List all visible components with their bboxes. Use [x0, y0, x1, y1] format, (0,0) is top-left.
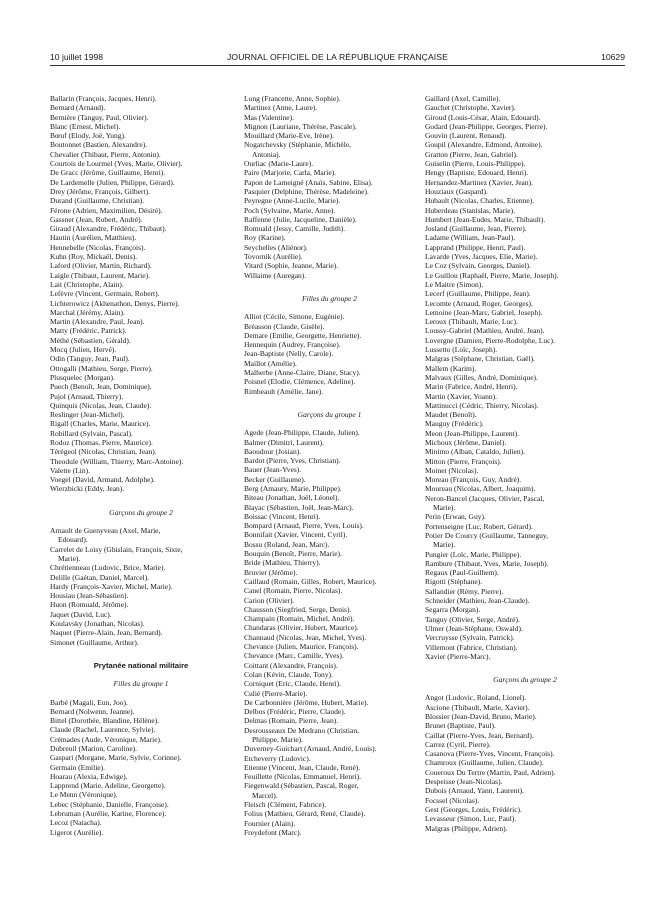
name-entry: Martin (Xavier, Yoann).	[425, 391, 497, 401]
name-entry: Huon (Romuald, Jérôme).	[50, 600, 129, 610]
name-entry: Romuald (Jessy, Camille, Judith).	[244, 224, 346, 234]
name-entry: Channaud (Nicolas, Jean, Michel, Yves).	[244, 632, 367, 642]
name-entry: Perin (Erwan, Guy).	[425, 512, 486, 522]
name-entry: Delmas (Romain, Pierre, Jean).	[244, 716, 339, 726]
name-entry: Mallem (Karim).	[425, 363, 477, 373]
name-entry: Malvaux (Gilles, André, Dominique).	[425, 372, 538, 382]
name-entry: Minimo (Alban, Cataldo, Julien).	[425, 447, 525, 457]
column-1	[50, 94, 232, 837]
name-entry: Gaspari (Morgane, Marie, Sylvie, Corinne).	[50, 753, 182, 763]
name-entry: Paire (Marjorie, Carla, Marie).	[244, 168, 337, 178]
name-entry: Delille (Gaétan, Daniel, Marcel).	[50, 572, 150, 582]
name-entry: Simonet (Guillaume, Arthur).	[50, 637, 139, 647]
name-entry: Sallandier (Rémy, Pierre).	[425, 586, 504, 596]
name-entry: Le Maitre (Simon).	[425, 279, 484, 289]
name-entry: Marie).	[433, 540, 456, 550]
name-entry: Dubreuil (Marion, Caroline).	[50, 744, 138, 753]
institution-heading: Prytanée national militaire	[93, 660, 189, 670]
name-entry: De Gracc (Jérôme, Guillaume, Henri).	[50, 168, 166, 178]
name-entry: Roy (Karine).	[244, 233, 286, 243]
name-entry: Malgras (Philippe, Adrien).	[425, 823, 508, 833]
name-entry: Etcheverry (Ludovic).	[244, 753, 311, 763]
name-entry: Meon (Jean-Philippe, Laurent).	[425, 428, 520, 438]
name-entry: Hennequin (Audrey, Françoise).	[244, 340, 341, 350]
name-entry: Voegel (David, Armand, Adolphe).	[50, 475, 155, 485]
name-entry: Huberdeau (Stanislas, Marie).	[425, 205, 515, 215]
name-entry: Giraud (Alexandre, Frédéric, Thibaut).	[50, 224, 167, 234]
name-entry: Becker (Guillaume).	[244, 474, 306, 484]
name-entry: Martinez (Anne, Laure).	[244, 103, 318, 113]
spacer	[244, 280, 415, 294]
name-entry: Ourliac (Marie-Laure).	[244, 159, 314, 169]
spacer	[425, 684, 625, 693]
name-entry: Peyregne (Anne-Lucile, Marie).	[244, 196, 341, 206]
spacer	[50, 689, 232, 698]
name-entry: Neron-Bancel (Jacques, Olivier, Pascal,	[425, 493, 545, 503]
name-entry: Chausson (Siegfried, Serge, Denis).	[244, 604, 352, 614]
spacer	[50, 670, 232, 679]
name-entry: Marin (Fabrice, André, Henri).	[425, 382, 518, 392]
name-entry: Lecerf (Guillaume, Philippe, Jean).	[425, 289, 531, 299]
name-entry: Agede (Jean-Philippe, Claude, Julien).	[244, 428, 360, 438]
name-entry: Hubault (Nicolas, Charles, Etienne).	[425, 196, 535, 206]
name-entry: Casanova (Pierre-Yves, Vincent, François).	[425, 749, 555, 759]
name-entry: Lebec (Stéphanie, Danielle, Françoise).	[50, 799, 169, 809]
name-entry: Ligerot (Aurélie).	[50, 827, 104, 837]
name-entry: Bouquin (Benoît, Pierre, Marie).	[244, 549, 342, 559]
name-entry: Mocq (Julien, Hervé).	[50, 345, 117, 355]
name-entry: Courtois de Lourmel (Yves, Marie, Olivier).	[50, 159, 183, 169]
name-entry: Jean-Baptiste (Nelly, Carole).	[244, 349, 334, 359]
name-entry: Blossier (Jean-David, Bruno, Marie).	[425, 712, 537, 721]
name-entry: Marie).	[433, 503, 456, 513]
name-entry: Corniquet (Eric, Claude, Henri).	[244, 679, 342, 689]
name-entry: Bittel (Dorothée, Blandine, Hélène).	[50, 716, 160, 726]
name-entry: Gouvin (Laurent, Renaud).	[425, 131, 507, 141]
name-entry: Mattinucci (Cédric, Thierry, Nicolas).	[425, 400, 539, 410]
name-entry: Bompard (Arnaud, Pierre, Yves, Louis).	[244, 521, 364, 531]
name-entry: Lapprend (Marie, Adeline, Georgette).	[50, 781, 166, 791]
name-entry: Marchal (Jérémy, Alain).	[50, 307, 125, 317]
name-entry: Potier De Courcy (Guillaume, Tanneguy,	[425, 530, 548, 540]
name-entry: Duverney-Guichart (Arnaud, André, Louis).	[244, 744, 377, 754]
name-entry: Houziaux (Gaspard).	[425, 186, 488, 196]
name-entry: Boissac (Vincent, Henri).	[244, 511, 321, 521]
name-entry: Bernard (Nolwenn, Jeanne).	[50, 706, 135, 716]
name-entry: Moinet (Nicolas).	[425, 465, 479, 475]
name-entry: Dubois (Arnaud, Yann, Laurent).	[425, 786, 524, 796]
name-entry: Berg (Amaury, Marie, Philippe).	[244, 483, 342, 493]
name-entry: Philippe, Marie).	[252, 735, 304, 744]
name-entry: Lait (Christophe, Alain).	[50, 279, 124, 289]
name-entry: Rodoz (Thomas, Pierre, Maurice).	[50, 437, 153, 447]
name-entry: Malherbe (Anne-Claire, Diane, Stacy).	[244, 368, 361, 378]
name-entry: Lemoine (Jean-Marc, Gabriel, Joseph).	[425, 307, 543, 317]
name-entry: Pasquier (Delphine, Thérèse, Madeleine).	[244, 186, 369, 196]
header-rule	[50, 65, 625, 66]
name-entry: Canel (Romain, Pierre, Nicolas).	[244, 586, 343, 596]
name-entry: Loussy-Gabriel (Mathieu, André, Jean).	[425, 326, 545, 336]
name-entry: Villemont (Fabrice, Christian).	[425, 642, 518, 652]
name-entry: Despeisse (Jean-Nicolas).	[425, 777, 503, 787]
name-entry: Bonnifait (Xavier, Vincent, Cyril).	[244, 530, 348, 540]
name-entry: Arnault de Guenyveau (Axel, Marie,	[50, 526, 161, 536]
name-entry: Nogatchevsky (Stéphanie, Michèle,	[244, 140, 352, 150]
name-entry: Blanc (Ernest, Michel).	[50, 121, 121, 131]
name-entry: Laford (Olivier, Martin, Richard).	[50, 261, 152, 271]
name-entry: Rimbeault (Amélie, Jane).	[244, 386, 324, 396]
name-entry: Puech (Benoît, Jean, Dominique).	[50, 382, 152, 392]
name-entry: Moreau (François, Guy, André).	[425, 475, 522, 485]
name-entry: Levasseur (Simon, Luc, Paul).	[425, 814, 517, 824]
name-entry: Mauguy (Frédéric).	[425, 419, 484, 429]
name-entry: Fleisch (Clément, Fabrice).	[244, 800, 327, 810]
name-entry: Josland (Guillaume, Jean, Pierre).	[425, 224, 527, 234]
name-entry: Bride (Mathieu, Thierry).	[244, 558, 321, 568]
name-entry: Méthé (Sébastien, Gérald).	[50, 335, 131, 345]
name-entry: Koulavsky (Jonathan, Nicolas).	[50, 619, 145, 629]
name-entry: Gest (Georges, Louis, Frédéric).	[425, 804, 522, 814]
name-entry: Brunet (Baptiste, Paul).	[425, 721, 496, 731]
name-entry: Delbos (Frédéric, Pierre, Claude).	[244, 707, 346, 717]
name-entry: Boutonnet (Bastien, Alexandre).	[50, 140, 148, 150]
name-entry: Lecomte (Arnaud, Roger, Georges).	[425, 298, 533, 308]
header-page-number: 10629	[601, 52, 625, 62]
name-entry: Lefèvre (Vincent, Germain, Robert).	[50, 289, 160, 299]
name-entry: Rambure (Thibaut, Yves, Marie, Joseph).	[425, 558, 549, 568]
name-entry: Le Guillou (Raphaël, Pierre, Marie, Joseph).	[425, 270, 559, 280]
name-entry: Bernard (Arnaud).	[50, 103, 106, 113]
name-entry: Valette (Lin).	[50, 465, 90, 475]
name-entry: Angot (Ludovic, Roland, Lionel).	[425, 693, 527, 703]
name-entry: Giroud (Louis-César, Alain, Edouard).	[425, 112, 541, 122]
name-entry: Lebruman (Aurélie, Karine, Florence).	[50, 809, 167, 819]
name-entry: Ladame (William, Jean-Paul).	[425, 233, 516, 243]
name-entry: Caillaud (Romain, Gilles, Robert, Maurice).	[244, 576, 377, 586]
name-entry: Reslinger (Jean-Michel).	[50, 410, 125, 420]
name-entry: Regaux (Paul-Guilhem).	[425, 568, 499, 578]
name-entry: Gaillard (Axel, Camille).	[425, 94, 501, 103]
name-entry: Malgras (Stéphane, Christian, Gaël).	[425, 354, 535, 364]
name-entry: Chandaras (Olivier, Hubert, Maurice).	[244, 623, 359, 633]
name-entry: Portenseigne (Luc, Robert, Gérard).	[425, 521, 533, 531]
name-entry: Mouillard (Marie-Eve, Irène).	[244, 131, 334, 141]
name-entry: Xavier (Pierre-Marc).	[425, 651, 491, 661]
name-entry: Bauer (Jean-Yves).	[244, 465, 302, 475]
name-entry: Quinquis (Nicolas, Jean, Claude).	[50, 400, 152, 410]
name-entry: Balmer (Dimitri, Laurent).	[244, 437, 324, 447]
name-entry: Caillat (Pierre-Yves, Jean, Bernard).	[425, 730, 534, 740]
section-heading: Filles du groupe 2	[302, 293, 357, 303]
name-entry: Ulmer (Jean-Stéphane, Oswald).	[425, 623, 523, 633]
name-entry: Lapprand (Philippe, Henri, Paul).	[425, 242, 526, 252]
name-entry: Biteau (Jonathan, Joël, Léonel).	[244, 493, 340, 503]
name-entry: Lavarde (Yves, Jacques, Elie, Marie).	[425, 252, 538, 262]
name-entry: Raffenne (Julie, Jacqueline, Danièle).	[244, 214, 357, 224]
name-entry: Laigle (Thibaut, Laurent, Marie).	[50, 270, 150, 280]
name-entry: Fiegenwald (Sébastien, Pascal, Roger,	[244, 781, 359, 791]
name-entry: Tanguy (Olivier, Serge, André).	[425, 614, 520, 624]
name-entry: Michoux (Jérôme, Daniel).	[425, 437, 507, 447]
name-entry: Crémades (Aude, Véronique, Marie).	[50, 734, 162, 744]
name-entry: Carrez (Cyril, Pierre).	[425, 739, 491, 749]
name-entry: Papon de Lameigné (Anaïs, Sabine, Elisa).	[244, 177, 373, 187]
name-entry: Lichterowicz (Akhenathon, Denys, Pierre).	[50, 298, 180, 308]
name-entry: Marie).	[58, 553, 81, 563]
name-entry: Humbert (Jean-Eudes, Marie, Thibault).	[425, 214, 546, 224]
name-entry: Blayac (Sébastien, Joël, Jean-Marc).	[244, 502, 354, 512]
name-entry: Chevance (Julien, Maurice, François).	[244, 642, 359, 652]
name-entry: Bardot (Pierre, Yves, Christian).	[244, 456, 341, 466]
name-entry: Demare (Emilie, Georgette, Henriette).	[244, 330, 362, 340]
name-entry: Godard (Jean-Philippe, Georges, Pierre).	[425, 121, 548, 131]
name-entry: Hernandez-Martinez (Xavier, Jean).	[425, 177, 533, 187]
name-entry: Housiau (Jean-Sébastien).	[50, 591, 129, 601]
name-entry: Wierzbicki (Eddy, Jean).	[50, 484, 125, 494]
name-entry: Chrétienneau (Ludovic, Brice, Marie).	[50, 563, 166, 573]
name-entry: Drey (Jérôme, François, Gilbert).	[50, 186, 150, 196]
name-entry: Colan (Kévin, Claude, Tony).	[244, 669, 333, 679]
name-entry: Ottogalli (Mathieu, Serge, Pierre).	[50, 363, 153, 373]
name-entry: Long (Francette, Anne, Sophie).	[244, 94, 341, 103]
name-entry: Poisnel (Elodie, Clémence, Adeline).	[244, 377, 356, 387]
header-date: 10 juillet 1998	[50, 52, 104, 62]
name-entry: Vitard (Sophie, Jeanne, Marie).	[244, 261, 339, 271]
section-heading: Garçons du groupe 2	[109, 507, 173, 517]
name-entry: Jaquet (David, Luc).	[50, 609, 112, 619]
name-entry: Goupil (Alexandre, Edmond, Antoine).	[425, 140, 543, 150]
name-entry: Mas (Valentine).	[244, 112, 294, 122]
spacer	[50, 517, 232, 526]
name-entry: Barbé (Magali, Eun, Joo).	[50, 697, 128, 707]
header-title: JOURNAL OFFICIEL DE LA RÉPUBLIQUE FRANÇAISE	[227, 52, 448, 62]
name-entry: Desrousseaux De Medrano (Christian,	[244, 725, 359, 735]
name-entry: Coueroux Du Tertre (Martin, Paul, Adrien).	[425, 767, 556, 777]
name-entry: Vercruysse (Sylvain, Patrick).	[425, 633, 515, 643]
name-entry: Feuillette (Nicolas, Emmanuel, Henri).	[244, 772, 362, 782]
name-entry: Claude (Rachel, Laurence, Sylvie).	[50, 725, 156, 735]
name-entry: Chevalier (Thibaut, Pierre, Antonin).	[50, 149, 161, 159]
column-3	[425, 94, 625, 833]
name-entry: Rigotti (Stéphane).	[425, 577, 483, 587]
name-entry: Kuhn (Roy, Mickaël, Denis).	[50, 252, 137, 262]
name-entry: Guiselin (Pierre, Louis-Philippe).	[425, 159, 526, 169]
name-entry: Chamroux (Guillaume, Julien, Claude).	[425, 758, 544, 768]
name-entry: Maudet (Benoît).	[425, 410, 477, 420]
name-entry: Lecoz (Natacha).	[50, 818, 102, 828]
name-entry: Gratton (Pierre, Jean, Gabriel).	[425, 149, 518, 159]
section-heading: Filles du groupe 1	[113, 679, 169, 689]
name-entry: Gassner (Jean, Robert, André).	[50, 214, 143, 224]
name-entry: Bréasson (Claude, Gisèle).	[244, 321, 325, 331]
name-entry: Matty (Frédéric, Patrick).	[50, 326, 127, 336]
name-entry: Plusquelec (Morgan).	[50, 372, 115, 382]
name-entry: Marcel).	[252, 790, 278, 800]
name-entry: De Carbonnière (Jérôme, Hubert, Marie).	[244, 697, 369, 707]
name-entry: Segarra (Morgan).	[425, 605, 481, 615]
name-entry: Folius (Mathieu, Gérard, René, Claude).	[244, 809, 366, 819]
spacer	[244, 303, 415, 312]
name-entry: Theodule (William, Thierry, Marc-Antoine).	[50, 456, 184, 466]
name-entry: Mignon (Lauriane, Thérèse, Pascale).	[244, 121, 357, 131]
section-heading: Garçons du groupe 1	[297, 409, 362, 419]
name-entry: Robillard (Sylvain, Pascal).	[50, 428, 133, 438]
name-entry: Bernière (Tanguy, Paul, Olivier).	[50, 112, 149, 122]
name-entry: Pujol (Arnaud, Thierry).	[50, 391, 124, 401]
spacer	[50, 494, 232, 508]
name-entry: Poch (Sylvaine, Marie, Anne).	[244, 205, 336, 215]
name-entry: Lussetto (Loïc, Joseph).	[425, 345, 498, 355]
name-entry: Ascione (Thibault, Marie, Xavier).	[425, 702, 530, 712]
name-entry: Baoudour (Josian).	[244, 446, 302, 456]
name-entry: Fournier (Alain).	[244, 818, 296, 828]
name-entry: Seychelles (Aliénor).	[244, 242, 308, 252]
spacer	[244, 419, 415, 428]
name-entry: Willaime (Auregan).	[244, 270, 307, 280]
name-entry: Pungier (Loïc, Marie, Philippe).	[425, 549, 522, 559]
spacer	[50, 647, 232, 661]
name-entry: Hardy (François-Xavier, Michel, Marie).	[50, 581, 173, 591]
name-entry: Carion (Olivier).	[244, 595, 295, 605]
name-entry: Férone (Adrien, Maximilien, Désiré).	[50, 205, 163, 215]
section-heading: Garçons du groupe 2	[493, 675, 557, 685]
name-entry: Mitton (Pierre, François).	[425, 456, 502, 466]
name-entry: Bœuf (Elody, Joë, Yung).	[50, 131, 126, 141]
spacer	[425, 661, 625, 675]
name-entry: Bruvier (Jérôme).	[244, 567, 298, 577]
name-entry: Hautin (Aurélien, Matthieu).	[50, 233, 137, 243]
name-entry: Carrelet de Loisy (Ghislain, François, Sixte,	[50, 544, 183, 554]
name-entry: Maillot (Amélie).	[244, 358, 297, 368]
name-entry: Le Menn (Véronique).	[50, 790, 118, 800]
name-entry: Schneider (Mathieu, Jean-Claude).	[425, 596, 530, 606]
page-header	[50, 52, 625, 66]
name-entry: Culié (Pierre-Marie).	[244, 688, 308, 698]
name-entry: Antonia).	[252, 149, 281, 159]
name-entry: Rigall (Charles, Marie, Maurice).	[50, 419, 151, 429]
name-entry: Coittant (Alexandre, François).	[244, 660, 338, 670]
name-entry: Etienne (Vincent, Jean, Claude, René).	[244, 762, 361, 772]
spacer	[244, 396, 415, 410]
name-entry: Leroux (Thibault, Marie, Luc).	[425, 317, 518, 327]
name-entry: Chevance (Marc, Camille, Yves).	[244, 651, 344, 661]
name-entry: Alliot (Cécile, Simone, Eugénie).	[244, 312, 345, 322]
name-entry: Champain (Romain, Michel, André).	[244, 614, 355, 624]
name-entry: Martin (Alexandre, Paul, Jean).	[50, 317, 145, 327]
name-entry: Germain (Emilie).	[50, 762, 105, 772]
name-entry: Hoarau (Alexia, Edwige).	[50, 771, 128, 781]
name-entry: Le Coz (Sylvain, Georges, Daniel).	[425, 261, 531, 271]
name-entry: Lovergne (Damien, Pierre-Rodolphe, Luc).	[425, 335, 555, 345]
name-entry: Tovornik (Aurélie).	[244, 252, 303, 262]
name-entry: Ballarin (François, Jacques, Henri).	[50, 94, 157, 103]
name-entry: Moureau (Nicolas, Albert, Joaquim).	[425, 484, 536, 494]
name-entry: Focssel (Nicolas).	[425, 795, 480, 805]
name-entry: Durand (Guillaume, Christian).	[50, 196, 145, 206]
name-entry: Naquet (Pierre-Alain, Jean, Bernard).	[50, 628, 163, 638]
name-entry: Freydefont (Marc).	[244, 827, 302, 837]
name-entry: Gauchet (Christophe, Xavier).	[425, 103, 516, 113]
name-entry: Bossu (Roland, Jean, Marc).	[244, 539, 330, 549]
column-2	[244, 94, 415, 837]
name-entry: Hengy (Baptiste, Edouard, Henri).	[425, 168, 529, 178]
name-entry: Odin (Tanguy, Jean, Paul).	[50, 354, 130, 364]
name-entry: De Lardemelle (Julien, Philippe, Gérard).	[50, 177, 175, 187]
name-entry: Edouard).	[58, 535, 88, 545]
name-entry: Hennebelle (Nicolas, François).	[50, 242, 146, 252]
name-entry: Térégeol (Nicolas, Christian, Jean).	[50, 447, 157, 457]
